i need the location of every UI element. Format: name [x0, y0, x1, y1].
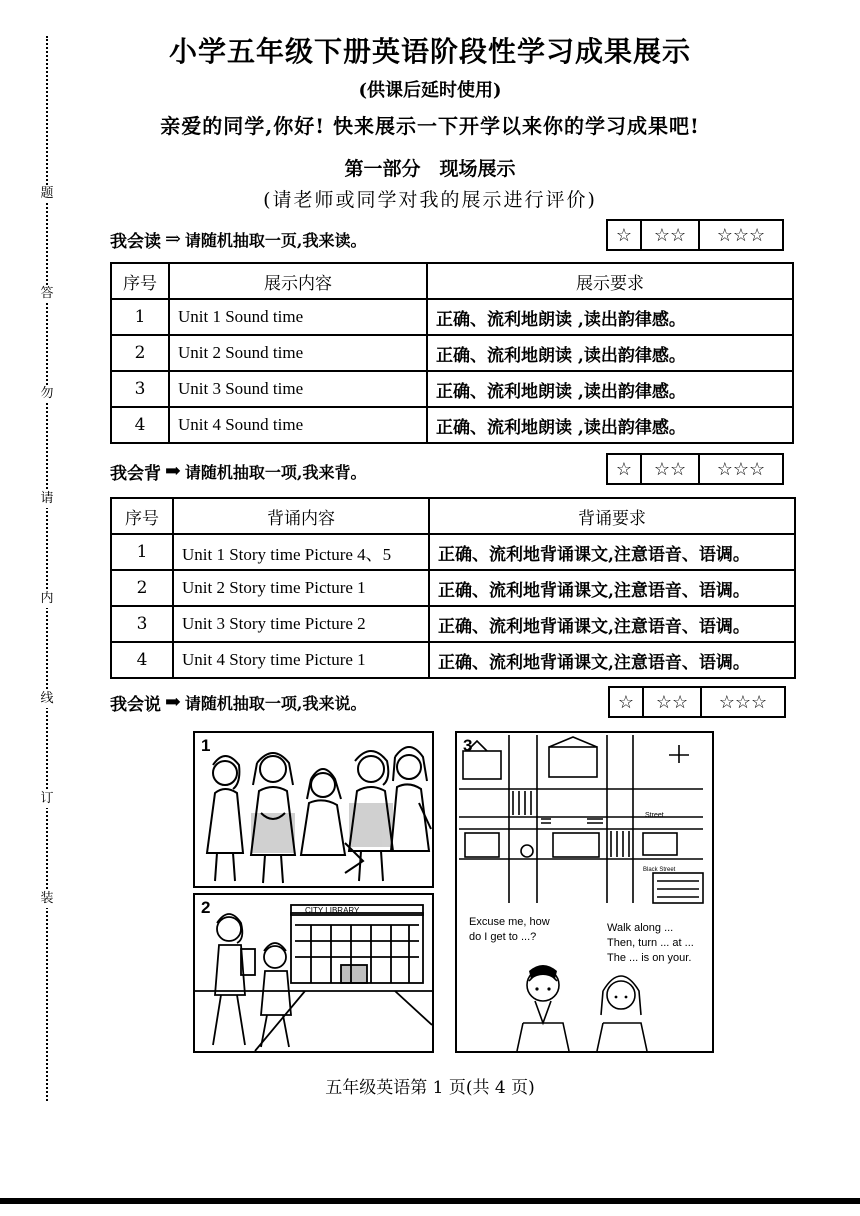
col-header-requirement: 背诵要求 — [429, 498, 795, 534]
row-content: Unit 3 Sound time — [169, 371, 427, 407]
greeting-text: 亲爱的同学,你好! 快来展示一下开学以来你的学习成果吧! — [160, 114, 700, 138]
row-content: Unit 1 Story time Picture 4、5 — [173, 534, 429, 570]
row-content: Unit 3 Story time Picture 2 — [173, 606, 429, 642]
section-label: 我会背 — [110, 463, 161, 484]
rating-three-stars[interactable]: ☆☆☆ — [716, 224, 766, 246]
row-number: 3 — [111, 606, 173, 642]
read-rating-boxes — [606, 219, 784, 251]
row-number: 2 — [111, 570, 173, 606]
section-instruction: 请随机抽取一页,我来读。 — [184, 230, 367, 250]
rating-one-star[interactable]: ☆ — [608, 455, 642, 483]
rating-one-star[interactable]: ☆ — [610, 688, 644, 716]
table-row — [111, 642, 795, 678]
col-header-content: 背诵内容 — [173, 498, 429, 534]
row-number: 3 — [111, 371, 169, 407]
row-requirement: 正确、流利地朗读 ,读出韵律感。 — [427, 335, 793, 371]
read-table — [110, 262, 794, 444]
picture-1-costume-party[interactable] — [193, 731, 434, 888]
street-map-illustration — [457, 733, 712, 1051]
binding-char: 内 — [38, 590, 56, 608]
table-row — [111, 407, 793, 443]
row-number: 1 — [111, 534, 173, 570]
row-content: Unit 2 Story time Picture 1 — [173, 570, 429, 606]
library-sign: CITY LIBRARY — [305, 906, 360, 915]
binding-char: 订 — [38, 790, 56, 808]
picture-number: 2 — [201, 898, 211, 917]
row-content: Unit 2 Sound time — [169, 335, 427, 371]
page-title: 小学五年级下册英语阶段性学习成果展示 — [168, 35, 691, 68]
row-number: 1 — [111, 299, 169, 335]
page-footer: 五年级英语第 1 页(共 4 页) — [325, 1078, 535, 1098]
section-label: 我会说 — [110, 694, 161, 715]
speech-bubble-question — [469, 915, 550, 945]
rating-two-stars[interactable]: ☆☆ — [644, 688, 702, 716]
map-street-label: Street — [645, 812, 664, 819]
rating-three-stars[interactable]: ☆☆☆ — [716, 458, 766, 480]
binding-char: 线 — [38, 690, 56, 708]
speech-bubble-answer — [607, 921, 694, 966]
recite-section-heading — [110, 456, 367, 486]
bubble-text: Excuse me, how — [469, 916, 550, 928]
bottom-rule — [0, 1198, 860, 1204]
rating-three-stars[interactable]: ☆☆☆ — [718, 691, 768, 713]
bubble-text: The ... is on your. — [607, 952, 692, 964]
recite-table — [110, 497, 796, 679]
section-instruction: 请随机抽取一项,我来背。 — [184, 462, 367, 482]
arrow-icon: ➡ — [165, 459, 181, 482]
row-requirement: 正确、流利地朗读 ,读出韵律感。 — [427, 299, 793, 335]
bubble-text: do I get to ...? — [469, 931, 537, 943]
row-number: 2 — [111, 335, 169, 371]
col-header-requirement: 展示要求 — [427, 263, 793, 299]
table-header-row — [111, 263, 793, 299]
part-note: (请老师或同学对我的展示进行评价) — [263, 189, 597, 211]
row-requirement: 正确、流利地背诵课文,注意语音、语调。 — [429, 606, 795, 642]
binding-char: 装 — [38, 890, 56, 908]
table-row — [111, 335, 793, 371]
row-content: Unit 4 Sound time — [169, 407, 427, 443]
row-content: Unit 4 Story time Picture 1 — [173, 642, 429, 678]
speak-rating-boxes — [608, 686, 786, 718]
row-requirement: 正确、流利地背诵课文,注意语音、语调。 — [429, 642, 795, 678]
row-requirement: 正确、流利地朗读 ,读出韵律感。 — [427, 371, 793, 407]
row-requirement: 正确、流利地朗读 ,读出韵律感。 — [427, 407, 793, 443]
row-number: 4 — [111, 642, 173, 678]
table-row — [111, 570, 795, 606]
rating-two-stars[interactable]: ☆☆ — [642, 221, 700, 249]
section-label: 我会读 — [110, 231, 161, 252]
table-header-row — [111, 498, 795, 534]
table-row — [111, 534, 795, 570]
table-row — [111, 606, 795, 642]
binding-char: 答 — [38, 285, 56, 303]
rating-one-star[interactable]: ☆ — [608, 221, 642, 249]
picture-2-city-library[interactable] — [193, 893, 434, 1053]
table-row — [111, 299, 793, 335]
binding-char: 勿 — [38, 385, 56, 403]
costume-children-illustration — [195, 733, 432, 886]
col-header-number: 序号 — [111, 498, 173, 534]
read-section-heading — [110, 224, 367, 254]
row-requirement: 正确、流利地背诵课文,注意语音、语调。 — [429, 570, 795, 606]
page-subtitle: (供课后延时使用) — [358, 80, 502, 101]
binding-char: 题 — [38, 185, 56, 203]
row-content: Unit 1 Sound time — [169, 299, 427, 335]
arrow-icon: ⇒ — [165, 227, 181, 250]
binding-char: 请 — [38, 490, 56, 508]
row-requirement: 正确、流利地背诵课文,注意语音、语调。 — [429, 534, 795, 570]
col-header-number: 序号 — [111, 263, 169, 299]
table-row — [111, 371, 793, 407]
picture-3-asking-directions[interactable] — [455, 731, 714, 1053]
bubble-text: Then, turn ... at ... — [607, 937, 694, 949]
part-title: 第一部分 现场展示 — [344, 158, 516, 180]
arrow-icon: ➡ — [165, 690, 181, 713]
col-header-content: 展示内容 — [169, 263, 427, 299]
recite-rating-boxes — [606, 453, 784, 485]
row-number: 4 — [111, 407, 169, 443]
section-instruction: 请随机抽取一项,我来说。 — [184, 693, 367, 713]
picture-number: 3 — [463, 736, 473, 755]
library-scene-illustration — [195, 895, 432, 1051]
bubble-text: Walk along ... — [607, 922, 674, 934]
map-street-label: Black Street — [643, 867, 676, 873]
rating-two-stars[interactable]: ☆☆ — [642, 455, 700, 483]
picture-number: 1 — [201, 736, 211, 755]
speak-section-heading — [110, 687, 367, 717]
